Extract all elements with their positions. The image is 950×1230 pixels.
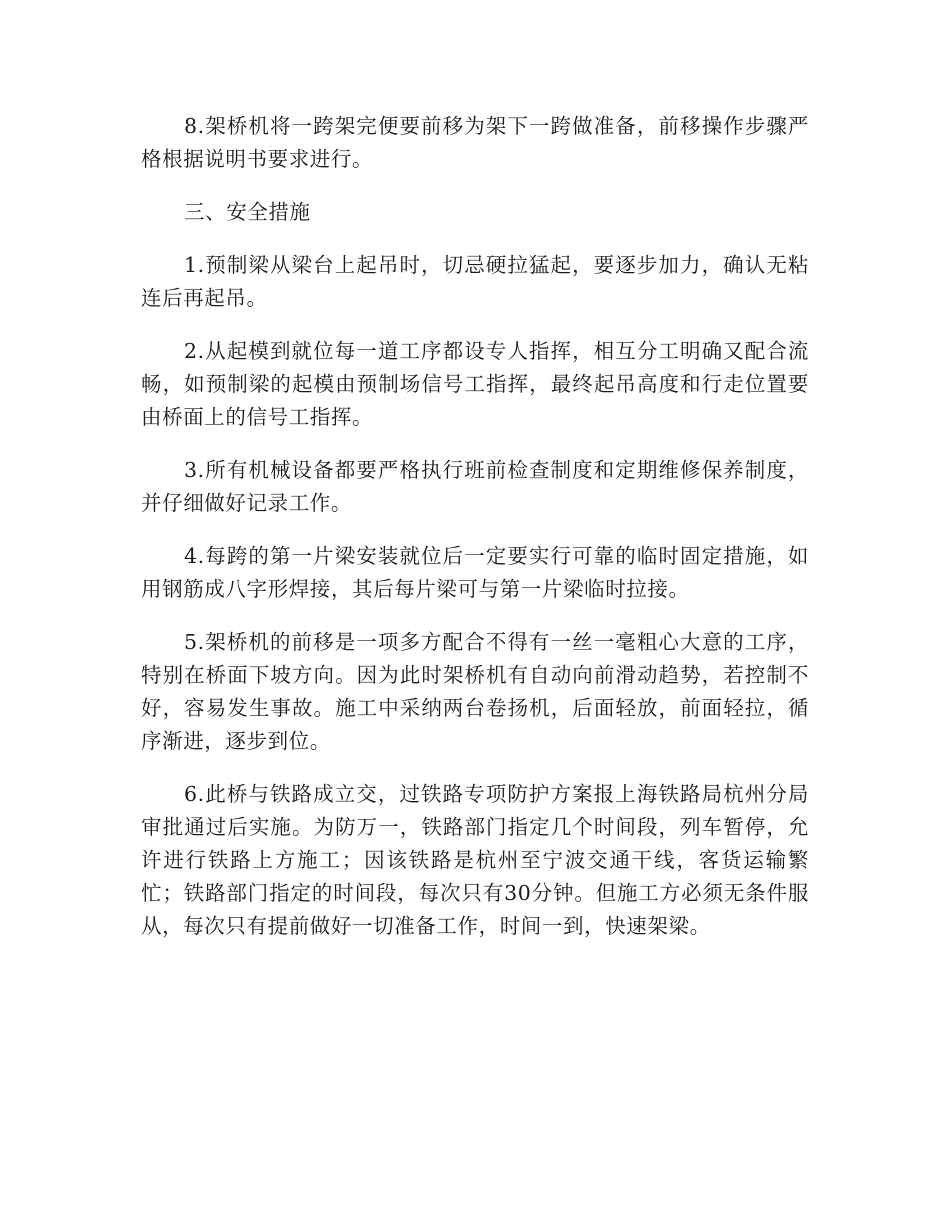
paragraph-safety-4: 4.每跨的第一片梁安装就位后一定要实行可靠的临时固定措施，如用钢筋成八字形焊接，其后每片梁可与第一片梁临时拉接。: [141, 544, 809, 601]
paragraph-safety-2: 2.从起模到就位每一道工序都设专人指挥，相互分工明确又配合流畅，如预制梁的起模由预制场信号工指挥，最终起吊高度和行走位置要由桥面上的信号工指挥。: [141, 339, 809, 429]
paragraph-safety-6: 6.此桥与铁路成立交，过铁路专项防护方案报上海铁路局杭州分局审批通过后实施。为防万一，铁路部门指定几个时间段，列车暂停，允许进行铁路上方施工；因该铁路是杭州至宁波交通干线，客货运输繁忙；铁路部门指定的时间段，每次只有30分钟。但施工方必须无条件服从，每次只有提前做好一切准备工作，时间一到，快速架梁。: [141, 782, 809, 938]
paragraph-safety-1: 1.预制梁从梁台上起吊时，切忌硬拉猛起，要逐步加力，确认无粘连后再起吊。: [141, 253, 809, 310]
paragraph-safety-5: 5.架桥机的前移是一项多方配合不得有一丝一毫粗心大意的工序，特别在桥面下坡方向。因为此时架桥机有自动向前滑动趋势，若控制不好，容易发生事故。施工中采纳两台卷扬机，后面轻放，前面轻拉，循序渐进，逐步到位。: [141, 630, 809, 753]
document-body: [141, 110, 809, 963]
paragraph-safety-3: 3.所有机械设备都要严格执行班前检查制度和定期维修保养制度，并仔细做好记录工作。: [141, 458, 809, 515]
paragraph-step-8: 8.架桥机将一跨架完便要前移为架下一跨做准备，前移操作步骤严格根据说明书要求进行。: [141, 114, 809, 171]
section-heading-safety-measures: 三、安全措施: [184, 200, 311, 224]
